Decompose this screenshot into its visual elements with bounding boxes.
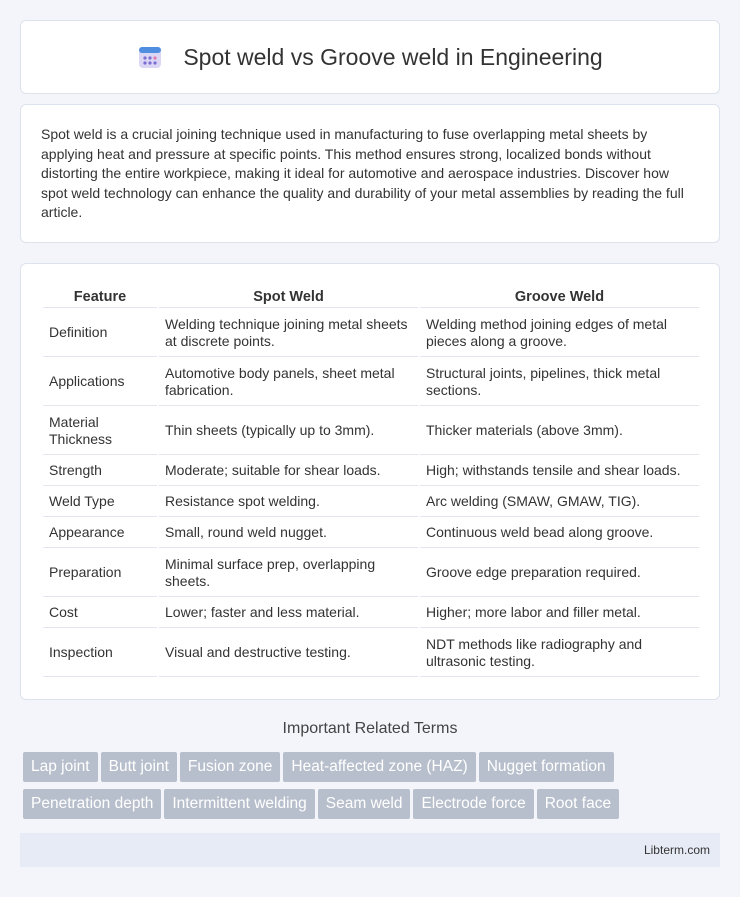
- row-groove-weld: Groove edge preparation required.: [420, 550, 699, 597]
- header-feature: Feature: [43, 286, 157, 308]
- tag-lap-joint[interactable]: Lap joint: [23, 752, 98, 782]
- row-feature: Strength: [43, 457, 157, 486]
- row-feature: Material Thickness: [43, 408, 157, 455]
- row-spot-weld: Welding technique joining metal sheets at discrete points.: [159, 310, 418, 357]
- related-terms-tags: [23, 752, 723, 826]
- tag-butt-joint[interactable]: Butt joint: [101, 752, 177, 782]
- row-feature: Definition: [43, 310, 157, 357]
- row-feature: Applications: [43, 359, 157, 406]
- tag-electrode-force[interactable]: Electrode force: [413, 789, 533, 819]
- row-groove-weld: Welding method joining edges of metal pieces along a groove.: [420, 310, 699, 357]
- row-feature: Inspection: [43, 630, 157, 677]
- header-groove-weld: Groove Weld: [420, 286, 699, 308]
- row-feature: Appearance: [43, 519, 157, 548]
- table-row: [43, 457, 699, 486]
- comparison-table-card: [20, 263, 720, 700]
- row-spot-weld: Visual and destructive testing.: [159, 630, 418, 677]
- header-card: [20, 20, 720, 94]
- row-groove-weld: Structural joints, pipelines, thick metal sections.: [420, 359, 699, 406]
- row-feature: Weld Type: [43, 488, 157, 517]
- row-groove-weld: Thicker materials (above 3mm).: [420, 408, 699, 455]
- row-spot-weld: Automotive body panels, sheet metal fabrication.: [159, 359, 418, 406]
- intro-card: [20, 104, 720, 243]
- related-terms-title: Important Related Terms: [282, 720, 458, 737]
- table-row: [43, 519, 699, 548]
- row-groove-weld: Higher; more labor and filler metal.: [420, 599, 699, 628]
- tag-penetration-depth[interactable]: Penetration depth: [23, 789, 161, 819]
- row-spot-weld: Minimal surface prep, overlapping sheets.: [159, 550, 418, 597]
- row-groove-weld: NDT methods like radiography and ultrasonic testing.: [420, 630, 699, 677]
- table-row: [43, 310, 699, 357]
- comparison-table: [41, 284, 701, 679]
- footer: [20, 833, 720, 867]
- row-spot-weld: Lower; faster and less material.: [159, 599, 418, 628]
- table-row: [43, 550, 699, 597]
- row-spot-weld: Small, round weld nugget.: [159, 519, 418, 548]
- tag-fusion-zone[interactable]: Fusion zone: [180, 752, 280, 782]
- footer-site-link[interactable]: Libterm.com: [643, 843, 710, 857]
- row-groove-weld: Arc welding (SMAW, GMAW, TIG).: [420, 488, 699, 517]
- row-groove-weld: High; withstands tensile and shear loads.: [420, 457, 699, 486]
- row-spot-weld: Resistance spot welding.: [159, 488, 418, 517]
- tag-nugget-formation[interactable]: Nugget formation: [479, 752, 614, 782]
- table-header-row: [43, 286, 699, 308]
- row-spot-weld: Thin sheets (typically up to 3mm).: [159, 408, 418, 455]
- calendar-icon: [137, 44, 163, 70]
- page-title: Spot weld vs Groove weld in Engineering: [183, 43, 603, 70]
- row-groove-weld: Continuous weld bead along groove.: [420, 519, 699, 548]
- table-row: [43, 359, 699, 406]
- header-spot-weld: Spot Weld: [159, 286, 418, 308]
- table-row: [43, 488, 699, 517]
- tag-heat-affected-zone[interactable]: Heat-affected zone (HAZ): [283, 752, 475, 782]
- row-spot-weld: Moderate; suitable for shear loads.: [159, 457, 418, 486]
- row-feature: Preparation: [43, 550, 157, 597]
- tag-intermittent-welding[interactable]: Intermittent welding: [164, 789, 314, 819]
- table-row: [43, 630, 699, 677]
- table-row: [43, 599, 699, 628]
- tag-seam-weld[interactable]: Seam weld: [318, 789, 411, 819]
- row-feature: Cost: [43, 599, 157, 628]
- intro-text: Spot weld is a crucial joining technique used in manufacturing to fuse overlapping metal sheets by applying heat and pressure at specific points. This method ensures strong, localized bonds without distorting the entire workpiece, making it ideal for automotive and aerospace industries. Discover how spot weld technology can enhance the quality and durability of your metal assemblies by reading the full article.: [41, 126, 684, 221]
- table-row: [43, 408, 699, 455]
- tag-root-face[interactable]: Root face: [537, 789, 619, 819]
